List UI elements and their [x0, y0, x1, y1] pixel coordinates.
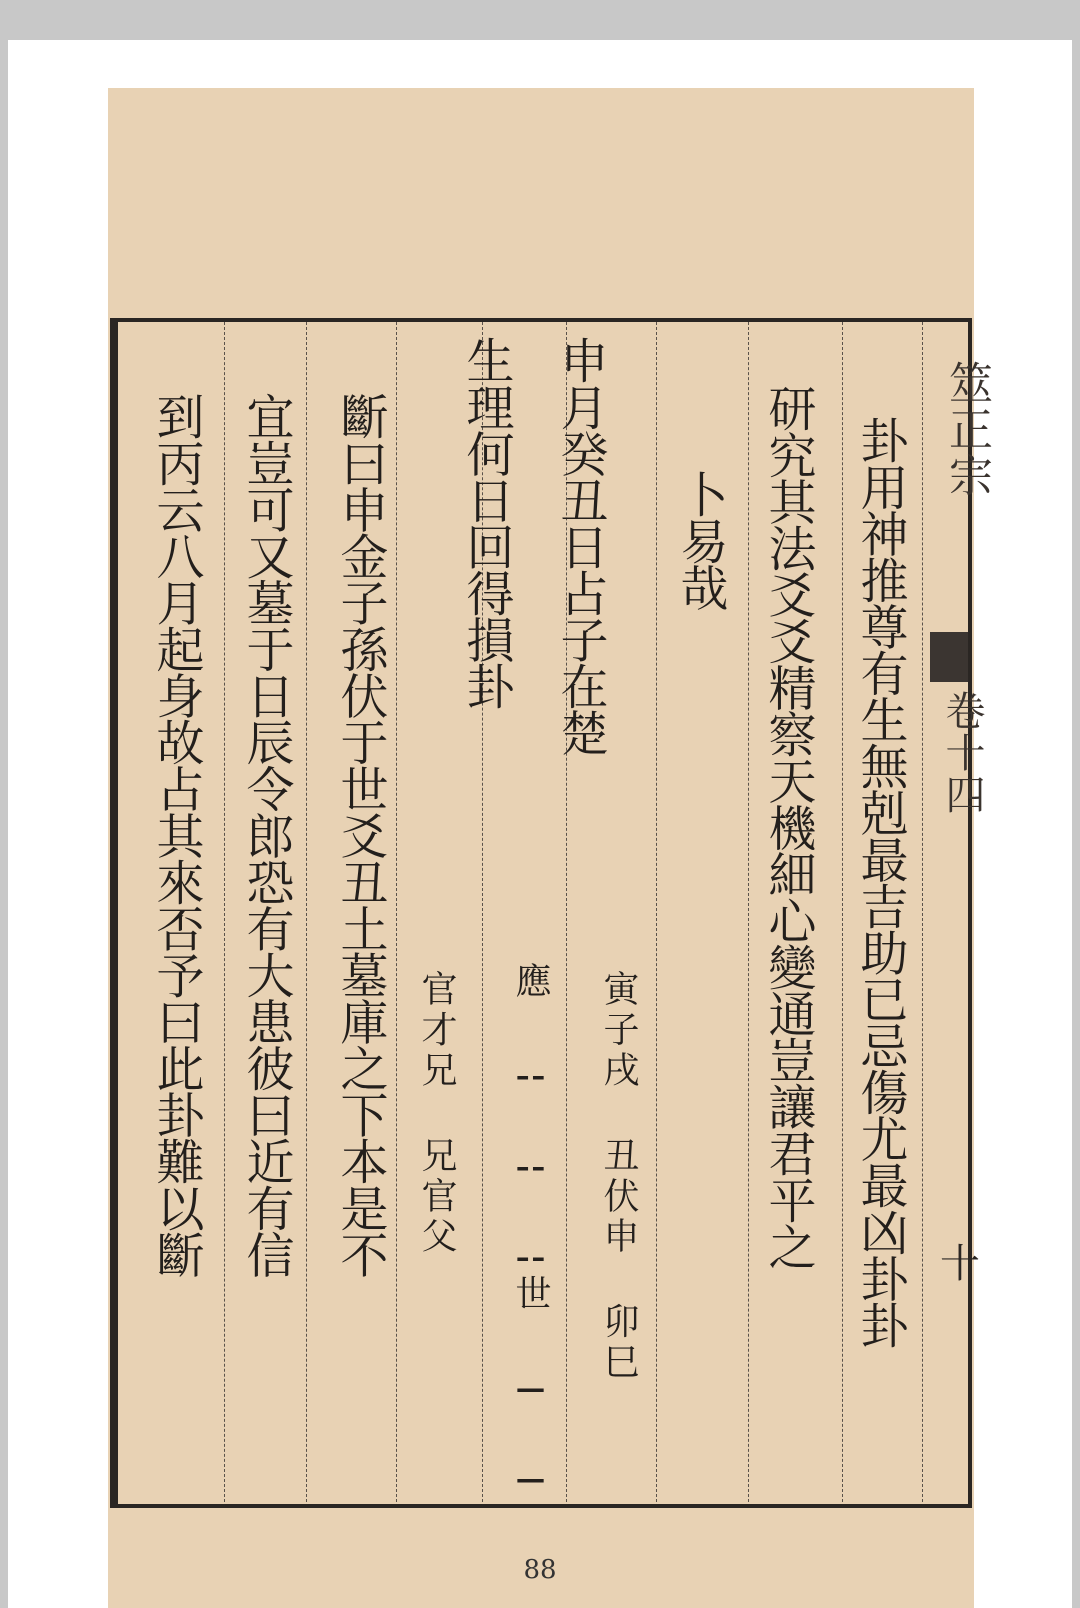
text-column-6: 斷曰申金子孫伏于世爻丑土墓庫之下本是不 — [332, 392, 388, 1277]
text-column-4: 申月癸丑日占子在楚 — [552, 336, 608, 756]
text-column-2: 研究其法爻爻精察天機細心變通豈讓君平之 — [760, 384, 816, 1269]
hexagram-lines: 應 ⚋ ⚋ ⚋世 ⚊ ⚊ — [510, 962, 551, 1496]
hexagram-relations: 官才兄 兄官父 — [416, 970, 457, 1258]
column-rule — [306, 322, 307, 1502]
column-rule — [922, 322, 923, 1502]
fishtail-mark — [930, 632, 968, 682]
text-column-5: 生理何日回得損卦 — [458, 336, 514, 709]
margin-leaf-number: 十 — [940, 1241, 980, 1287]
column-rule — [748, 322, 749, 1502]
text-column-3: 卜易哉 — [672, 470, 728, 610]
margin-title: 筮正宗 — [941, 360, 992, 499]
column-rule — [224, 322, 225, 1502]
column-rule — [396, 322, 397, 1502]
column-rule — [656, 322, 657, 1502]
text-column-1: 卦用神推尊有生無剋最吉助已忌傷尤最凶卦卦 — [852, 416, 908, 1348]
column-rule — [842, 322, 843, 1502]
margin-juan: 卷十四 — [939, 690, 985, 816]
hexagram-branches: 寅子戌 丑伏申 卯巳 — [598, 970, 639, 1384]
page-number: 88 — [523, 1555, 557, 1585]
text-column-8: 到丙云八月起身故占其來否予曰此卦難以斷 — [148, 392, 204, 1277]
text-column-7: 宜豈可又墓于日辰令郎恐有大患彼曰近有信 — [238, 392, 294, 1277]
